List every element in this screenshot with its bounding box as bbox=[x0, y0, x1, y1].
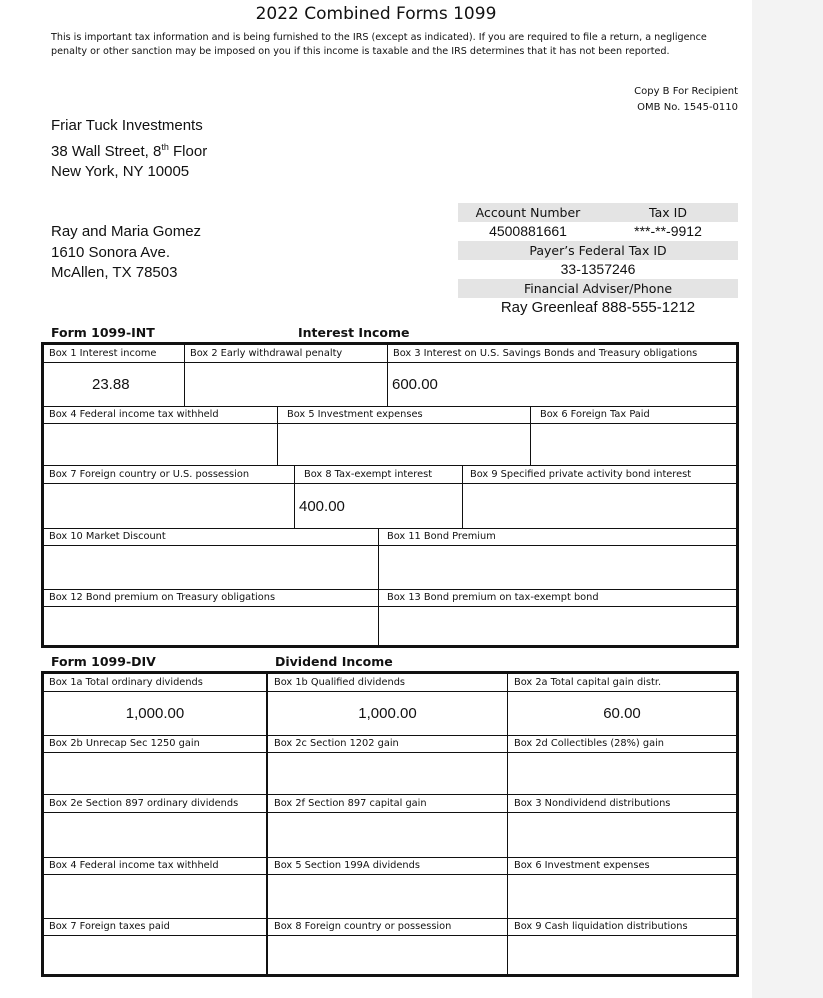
irs-notice: This is important tax information and is being furnished to the IRS (except as indicated). If you are required to file a return, a negligence penalty or other sanction may be imposed on you if this income is taxable and the IRS determines that it has not been reported. bbox=[51, 32, 707, 57]
div-box2d-label: Box 2d Collectibles (28%) gain bbox=[514, 738, 665, 749]
div-box2a-value: 60.00 bbox=[603, 705, 641, 722]
tax-id-label: Tax ID bbox=[649, 205, 687, 220]
payer-street-end: Floor bbox=[168, 142, 208, 160]
copy-label: Copy B For Recipient bbox=[634, 86, 738, 97]
int-box9-label: Box 9 Specified private activity bond interest bbox=[470, 469, 692, 480]
div-box2f-label: Box 2f Section 897 capital gain bbox=[274, 798, 427, 809]
grid-line bbox=[530, 406, 531, 465]
recipient-name: Ray and Maria Gomez bbox=[51, 223, 202, 240]
page-title: 2022 Combined Forms 1099 bbox=[255, 4, 497, 24]
div-box2b-label: Box 2b Unrecap Sec 1250 gain bbox=[49, 738, 200, 749]
grid-line bbox=[44, 752, 736, 753]
div-box9-label: Box 9 Cash liquidation distributions bbox=[514, 921, 688, 932]
payer-tax-id: 33-1357246 bbox=[560, 261, 636, 277]
int-box8-label: Box 8 Tax-exempt interest bbox=[304, 469, 433, 480]
recipient-street: 1610 Sonora Ave. bbox=[51, 243, 170, 261]
div-box3-label: Box 3 Nondividend distributions bbox=[514, 798, 671, 809]
grid-line bbox=[294, 465, 295, 528]
div-box2a-label: Box 2a Total capital gain distr. bbox=[514, 677, 662, 688]
int-section-title: Interest Income bbox=[298, 325, 410, 340]
grid-line bbox=[387, 345, 388, 406]
account-labels-row bbox=[458, 203, 738, 222]
int-box1-label: Box 1 Interest income bbox=[49, 348, 157, 359]
int-box3-label: Box 3 Interest on U.S. Savings Bonds and Treasury obligations bbox=[393, 348, 698, 359]
grid-line bbox=[462, 465, 463, 528]
grid-line bbox=[277, 406, 278, 465]
int-box11-label: Box 11 Bond Premium bbox=[387, 531, 496, 542]
adviser-phone: Ray Greenleaf 888-555-1212 bbox=[500, 299, 696, 316]
payer-name: Friar Tuck Investments bbox=[51, 117, 203, 134]
div-box1b-label: Box 1b Qualified dividends bbox=[274, 677, 406, 688]
grid-line bbox=[44, 794, 736, 795]
grid-line bbox=[44, 812, 736, 813]
div-box8-label: Box 8 Foreign country or possession bbox=[274, 921, 452, 932]
grid-line bbox=[44, 545, 736, 546]
div-box1a-value: 1,000.00 bbox=[125, 705, 185, 722]
int-box13-label: Box 13 Bond premium on tax-exempt bond bbox=[387, 592, 599, 603]
int-form-label: Form 1099-INT bbox=[51, 325, 155, 340]
grid-line bbox=[44, 423, 736, 424]
account-info bbox=[458, 203, 738, 317]
grid-line bbox=[184, 345, 185, 406]
adviser-label: Financial Adviser/Phone bbox=[458, 279, 738, 298]
recipient-address bbox=[51, 222, 201, 284]
account-number: 4500881661 bbox=[489, 223, 567, 239]
recipient-city: McAllen, TX 78503 bbox=[51, 264, 178, 281]
payer-street bbox=[51, 137, 207, 163]
payer-address bbox=[51, 116, 207, 183]
div-box6-label: Box 6 Investment expenses bbox=[514, 860, 650, 871]
payer-street-suffix: th bbox=[161, 141, 169, 152]
div-box1b-value: 1,000.00 bbox=[358, 705, 417, 722]
int-box12-label: Box 12 Bond premium on Treasury obligations bbox=[49, 592, 276, 603]
div-box1a-label: Box 1a Total ordinary dividends bbox=[49, 677, 203, 688]
copy-info bbox=[634, 84, 738, 116]
int-box7-label: Box 7 Foreign country or U.S. possession bbox=[49, 469, 250, 480]
int-box6-label: Box 6 Foreign Tax Paid bbox=[540, 409, 650, 420]
int-box4-label: Box 4 Federal income tax withheld bbox=[49, 409, 219, 420]
payer-city: New York, NY 10005 bbox=[51, 163, 190, 180]
payer-tax-id-label: Payer’s Federal Tax ID bbox=[458, 241, 738, 260]
div-form-grid bbox=[41, 671, 739, 977]
grid-line bbox=[44, 465, 736, 466]
div-section-title: Dividend Income bbox=[275, 654, 393, 669]
int-box10-label: Box 10 Market Discount bbox=[49, 531, 166, 542]
grid-line bbox=[44, 606, 736, 607]
omb-number: OMB No. 1545-0110 bbox=[637, 102, 738, 113]
tax-id: ***-**-9912 bbox=[634, 223, 702, 239]
div-form-label: Form 1099-DIV bbox=[51, 654, 156, 669]
account-values-row bbox=[458, 222, 738, 241]
div-box2c-label: Box 2c Section 1202 gain bbox=[274, 738, 399, 749]
int-box2-label: Box 2 Early withdrawal penalty bbox=[190, 348, 343, 359]
int-form-grid bbox=[41, 342, 739, 648]
div-box7-label: Box 7 Foreign taxes paid bbox=[49, 921, 170, 932]
div-box4-label: Box 4 Federal income tax withheld bbox=[49, 860, 219, 871]
grid-line bbox=[44, 874, 736, 875]
account-number-label: Account Number bbox=[475, 205, 581, 220]
int-box1-value: 23.88 bbox=[92, 376, 130, 393]
div-box5-label: Box 5 Section 199A dividends bbox=[274, 860, 420, 871]
grid-line bbox=[44, 362, 736, 363]
div-box2e-label: Box 2e Section 897 ordinary dividends bbox=[49, 798, 239, 809]
payer-street-main: 38 Wall Street, 8 bbox=[51, 142, 162, 160]
grid-line bbox=[44, 935, 736, 936]
int-box5-label: Box 5 Investment expenses bbox=[287, 409, 423, 420]
grid-line bbox=[44, 691, 736, 692]
grid-line bbox=[44, 483, 736, 484]
int-box8-value: 400.00 bbox=[299, 498, 345, 515]
int-box3-value: 600.00 bbox=[392, 376, 438, 393]
grid-line bbox=[378, 528, 379, 648]
